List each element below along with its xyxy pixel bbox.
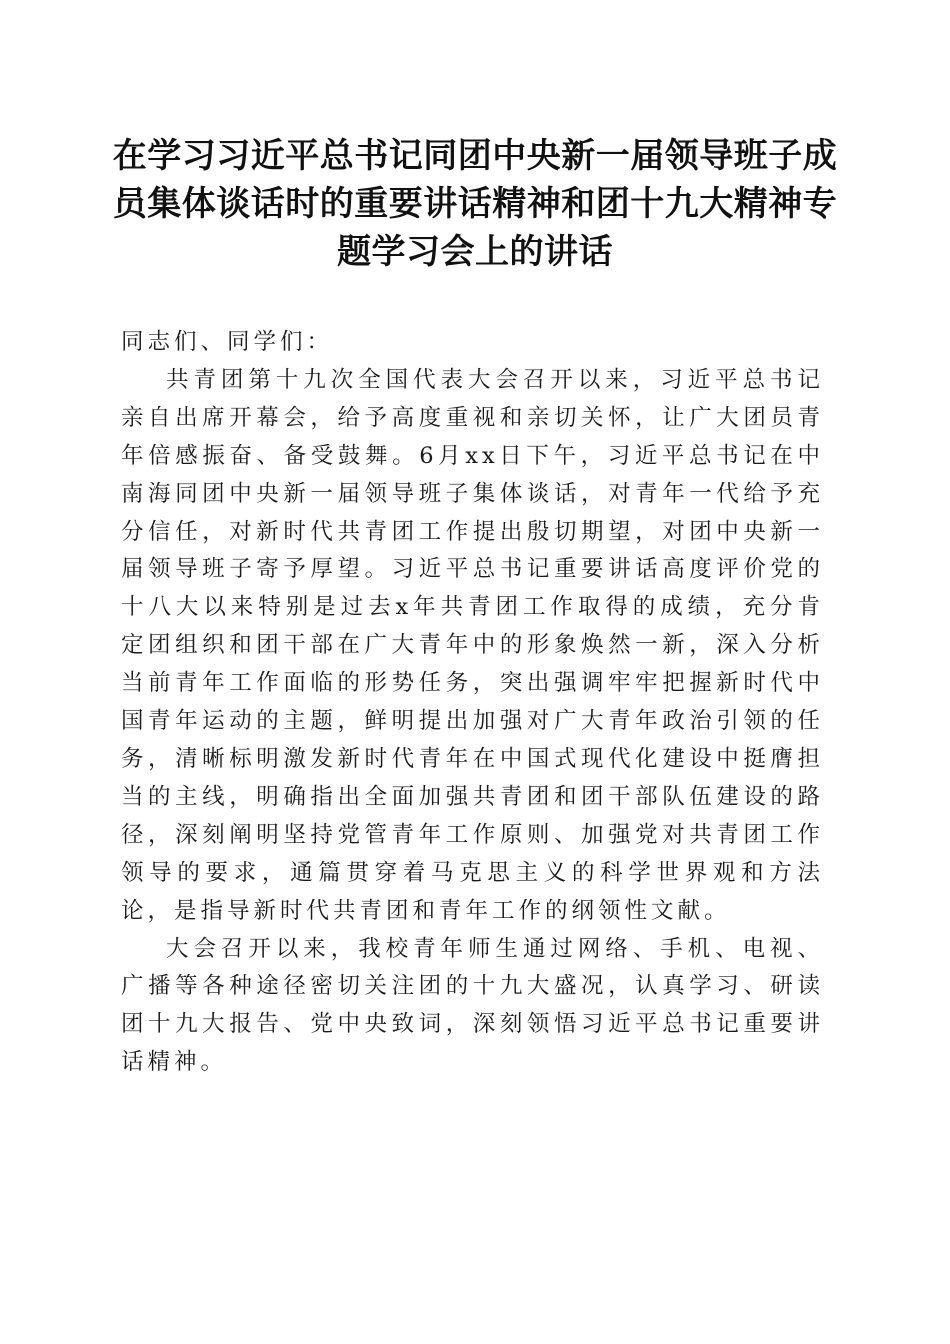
document-title: 在学习习近平总书记同团中央新一届领导班子成员集体谈话时的重要讲话精神和团十九大精神专题学习会上的讲话 [112,136,838,272]
paragraph-2: 大会召开以来，我校青年师生通过网络、手机、电视、广播等各种途径密切关注团的十九大盛况，认真学习、研读团十九大报告、党中央致词，深刻领悟习近平总书记重要讲话精神。 [121,935,824,1076]
paragraph-1: 共青团第十九次全国代表大会召开以来，习近平总书记亲自出席开幕会，给予高度重视和亲切关怀，让广大团员青年倍感振奋、备受鼓舞。6月xx日下午，习近平总书记在中南海同团中央新一届领导班子集体谈话，对青年一代给予充分信任，对新时代共青团工作提出殷切期望，对团中央新一届领导班子寄予厚望。习近平总书记重要讲话高度评价党的十八大以来特别是过去x年共青团工作取得的成绩，充分肯定团组织和团干部在广大青年中的形象焕然一新，深入分析当前青年工作面临的形势任务，突出强调牢牢把握新时代中国青年运动的主题，鲜明提出加强对广大青年政治引领的任务，清晰标明激发新时代青年在中国式现代化建设中挺膺担当的主线，明确指出全面加强共青团和团干部队伍建设的路径，深刻阐明坚持党管青年工作原则、加强党对共青团工作领导的要求，通篇贯穿着马克思主义的科学世界观和方法论，是指导新时代共青团和青年工作的纲领性文献。 [121,366,824,924]
salutation: 同志们、同学们： [121,329,334,355]
document-body [121,324,824,1082]
